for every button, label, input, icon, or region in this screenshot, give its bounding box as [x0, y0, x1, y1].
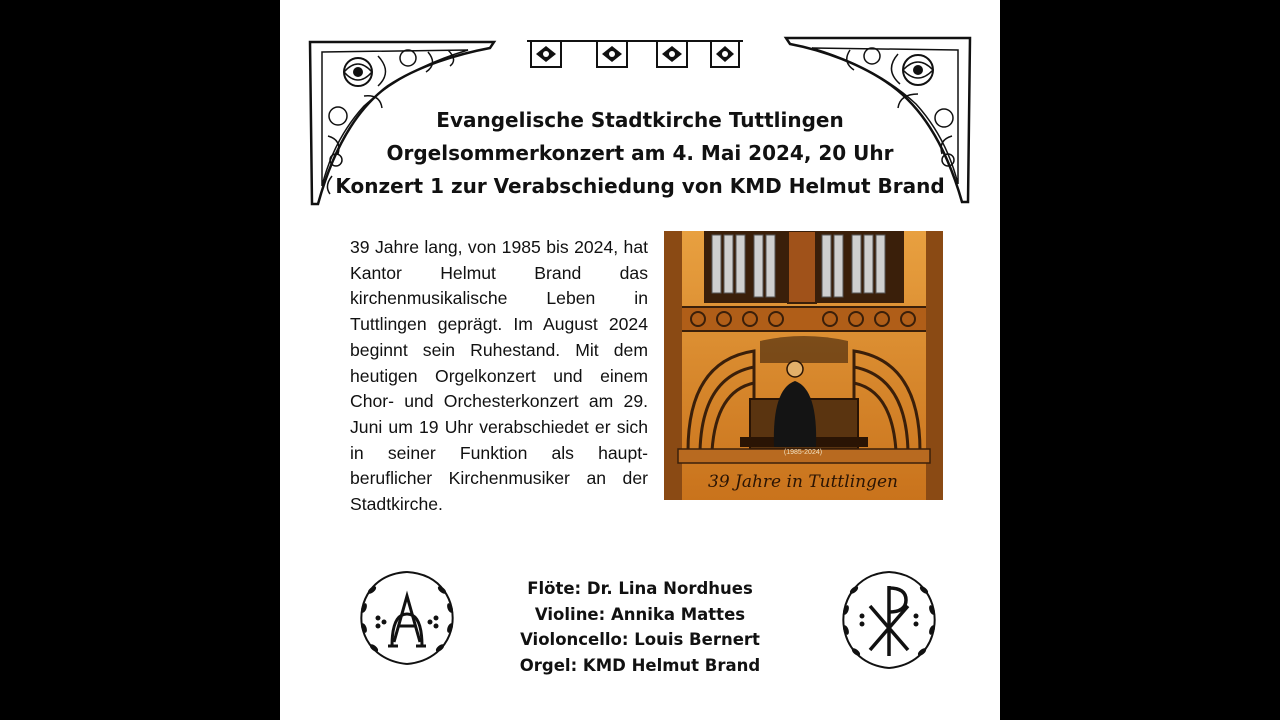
performers-list [480, 576, 800, 678]
alpha-omega-wreath-icon [352, 566, 462, 670]
header-church: Evangelische Stadtkirche Tuttlingen [436, 108, 844, 132]
poster-page [280, 0, 1000, 720]
performer-organ: Orgel: KMD Helmut Brand [519, 655, 761, 675]
performer-cello: Violoncello: Louis Bernert [520, 630, 760, 649]
ornament-tiles-icon [527, 38, 743, 70]
performer-flute: Flöte: Dr. Lina Nordhues [527, 579, 753, 598]
performer-violin: Violine: Annika Mattes [534, 604, 746, 624]
body-paragraph: 39 Jahre lang, von 1985 bis 2024, hat Kantor Helmut Brand das kirchenmusikalische Leben in Tuttlingen geprägt. Im August 2024 beginnt sein Ruhestand. Mit dem heutigen Orgelkonzert und einem Chor- und Orchesterkonzert am 29. Juni um 19 Uhr verabschiedet er sich in seiner Funktion als haupt-beruflicher Kirchenmusiker an der Stadtkirche. [350, 237, 648, 515]
organ-caption: 39 Jahre in Tuttlingen [708, 472, 898, 492]
header-farewell: Konzert 1 zur Verabschiedung von KMD Helmut Brand [335, 174, 945, 198]
poster-header [320, 104, 960, 203]
organ-years-label: (1985-2024) [783, 449, 823, 456]
chi-rho-wreath-icon [834, 566, 944, 676]
header-concert-date: Orgelsommerkonzert am 4. Mai 2024, 20 Uhr [386, 141, 894, 165]
organ-painting-icon [664, 231, 943, 500]
